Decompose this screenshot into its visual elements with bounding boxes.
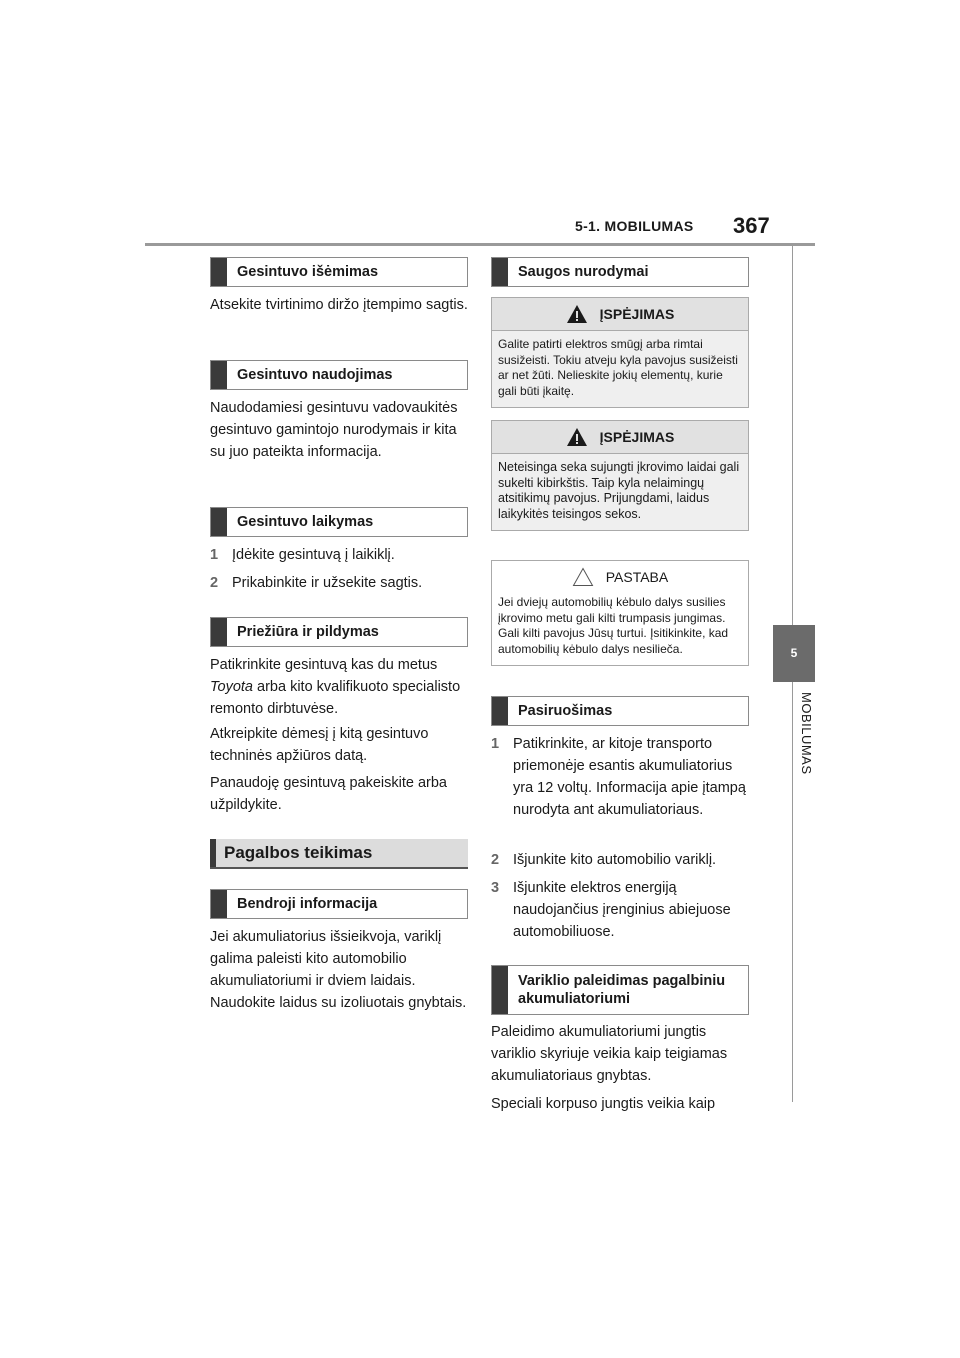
chapter-tab: 5 — [773, 625, 815, 682]
heading-bar — [492, 258, 508, 286]
section-title: 5-1. MOBILUMAS — [575, 218, 694, 234]
step-item — [210, 544, 472, 566]
paragraph: Paleidimo akumuliatoriumi jungtis variklio skyriuje veikia kaip teigiamas akumuliatoriaus gnybtas. — [491, 1024, 728, 1084]
text-span: arba kito kvalifikuoto specialisto remonto dirbtuvėse. — [210, 679, 461, 717]
heading-maintenance — [210, 617, 468, 647]
heading-text: Gesintuvo naudojimas — [237, 367, 393, 383]
warning-icon — [566, 304, 588, 324]
warning-box — [491, 297, 749, 408]
heading-bar — [211, 508, 227, 536]
warning-header — [492, 421, 748, 454]
page-number: 367 — [733, 213, 770, 238]
warning-box — [491, 420, 749, 531]
paragraph: Naudodamiesi gesintuvu vadovaukitės gesintuvo gamintojo nurodymais ir kita su juo pateikta informacija. — [210, 400, 458, 460]
heading-bar — [211, 361, 227, 389]
paragraph: Atkreipkite dėmesį į kitą gesintuvo techninės apžiūros datą. — [210, 726, 429, 764]
step-text: Išjunkite kito automobilio variklį. — [513, 852, 717, 868]
heading-text: Saugos nurodymai — [518, 264, 649, 280]
heading-bar — [211, 258, 227, 286]
paragraph: Panaudoję gesintuvą pakeiskite arba užpildykite. — [210, 775, 447, 813]
warning-text: Galite patirti elektros smūgį arba rimtai susižeisti. Tokiu atveju kyla pavojus susižeisti ar net žūti. Nelieskite jokių elementų, kurie gali būti įkaitę. — [492, 331, 748, 407]
step-text: Patikrinkite, ar kitoje transporto priemonėje esantis akumuliatorius yra 12 voltų. Informacija apie įtampą nurodyta ant akumuliatoriaus. — [513, 736, 746, 818]
text-span: Patikrinkite gesintuvą kas du metus — [210, 657, 438, 673]
heading-text: Priežiūra ir pildymas — [237, 624, 379, 640]
heading-text: Gesintuvo laikymas — [237, 514, 374, 530]
header-rule — [145, 243, 815, 246]
heading-bar — [492, 697, 508, 725]
warning-icon — [566, 427, 588, 447]
paragraph — [210, 654, 468, 720]
side-divider-top — [792, 246, 793, 625]
step-item — [491, 877, 753, 943]
heading-text: Variklio paleidimas pagalbiniu akumuliatoriumi — [518, 973, 726, 1007]
heading-extinguisher-removal — [210, 257, 468, 287]
note-header — [492, 561, 748, 593]
heading-text: Gesintuvo išėmimas — [237, 264, 379, 280]
warning-header — [492, 298, 748, 331]
brand-name: Toyota — [210, 679, 253, 695]
step-text: Įdėkite gesintuvą į laikiklį. — [232, 547, 395, 563]
heading-bar — [492, 966, 508, 1014]
paragraph: Jei akumuliatorius išsieikvoja, variklį galima paleisti kito automobilio akumuliatoriumi ir dviem laidais. Naudokite laidus su izoliuotais gnybtais. — [210, 929, 467, 1011]
note-text: Jei dviejų automobilių kėbulo dalys susilies įkrovimo metu gali kilti trumpasis jungimas. Gali kilti pavojus Jūsų turtui. Įsitikinkite, kad automobilių kėbulo dalys nesilieča. — [492, 593, 748, 665]
warning-title: ĮSPĖJIMAS — [599, 306, 675, 322]
heading-text: Pagalbos teikimas — [224, 843, 373, 862]
chapter-label: MOBILUMAS — [799, 692, 814, 775]
paragraph: Atsekite tvirtinimo diržo įtempimo sagtis. — [210, 297, 468, 313]
side-divider-bottom — [792, 682, 793, 1102]
step-item — [491, 733, 753, 821]
step-number: 1 — [491, 736, 500, 752]
heading-bar — [211, 618, 227, 646]
heading-bar — [211, 890, 227, 918]
step-item — [210, 572, 472, 594]
heading-general-info — [210, 889, 468, 919]
step-text: Prikabinkite ir užsekite sagtis. — [232, 575, 423, 591]
step-text: Išjunkite elektros energiją naudojančius įrenginius abiejuose automobiliuose. — [513, 880, 731, 940]
step-number: 1 — [210, 547, 219, 563]
step-number: 3 — [491, 880, 500, 896]
heading-jump-start — [491, 965, 749, 1015]
step-number: 2 — [491, 852, 500, 868]
caution-icon — [572, 567, 594, 587]
heading-extinguisher-use — [210, 360, 468, 390]
step-item — [491, 849, 753, 871]
step-number: 2 — [210, 575, 219, 591]
heading-preparation — [491, 696, 749, 726]
heading-safety — [491, 257, 749, 287]
warning-title: ĮSPĖJIMAS — [599, 429, 675, 445]
heading-text: Bendroji informacija — [237, 896, 378, 912]
paragraph: Speciali korpuso jungtis veikia kaip — [491, 1096, 716, 1112]
note-box — [491, 560, 749, 666]
heading-text: Pasiruošimas — [518, 703, 613, 719]
heading-extinguisher-storage — [210, 507, 468, 537]
warning-text: Neteisinga seka sujungti įkrovimo laidai gali sukelti kibirkštis. Taip kyla nelaimingų atsitikimų pavojus. Prijungdami, laidus laikykitės teisingos sekos. — [492, 454, 748, 530]
major-heading — [210, 839, 468, 869]
note-title: PASTABA — [605, 569, 669, 585]
